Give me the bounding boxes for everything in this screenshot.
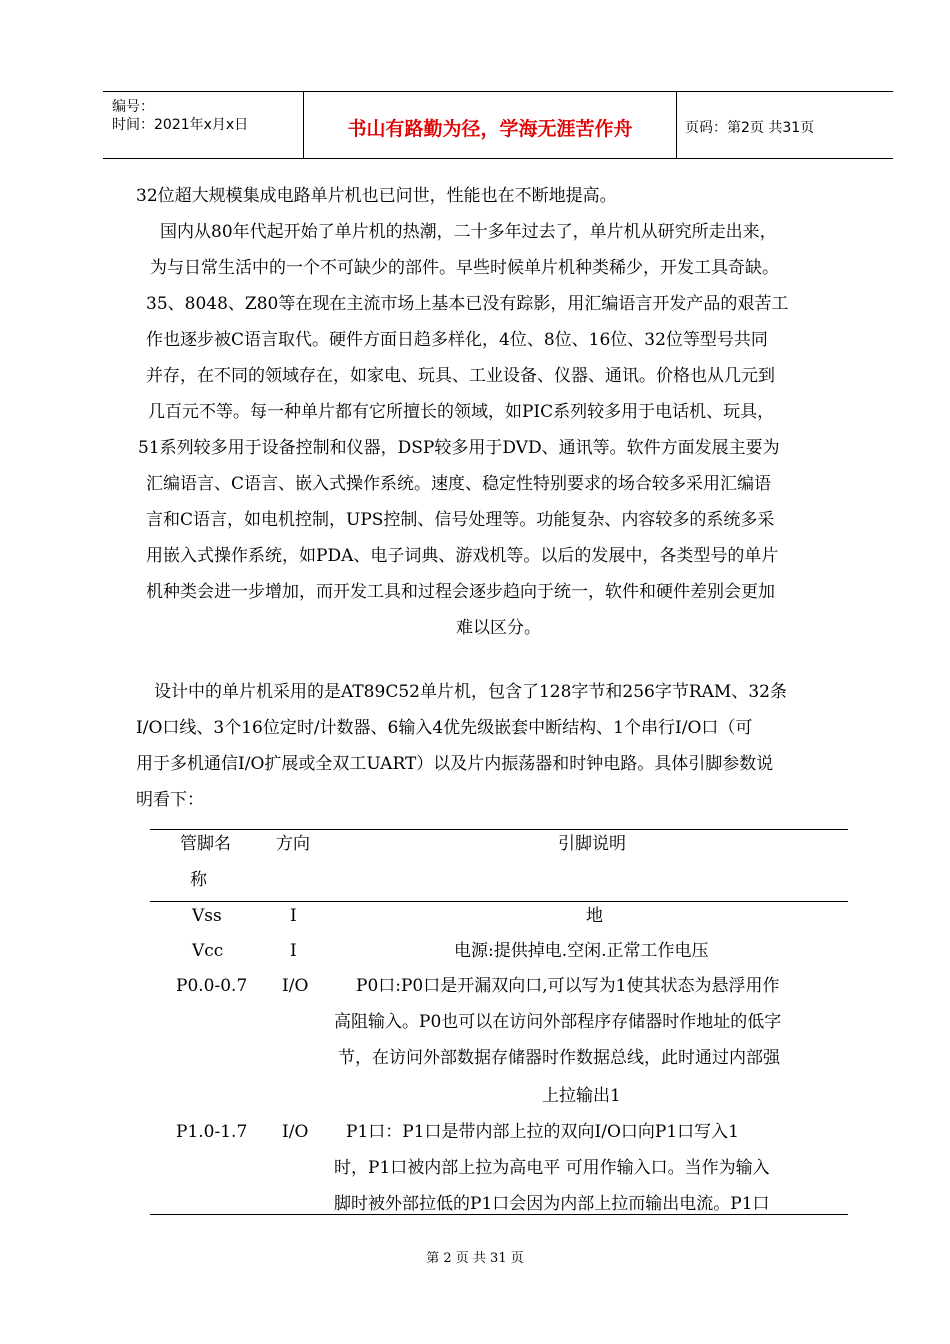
paragraph-line: 设计中的单片机采用的是AT89C52单片机，包含了128字节和256字节RAM、32条 — [154, 682, 787, 702]
page-footer: 第 2 页 共 31 页 — [426, 1251, 524, 1266]
motto-text: 书山有路勤为径，学海无涯苦作舟 — [347, 118, 633, 140]
table-cell-description: 节，在访问外部数据存储器时作数据总线，此时通过内部强 — [338, 1048, 780, 1068]
table-cell-description: 脚时被外部拉低的P1口会因为内部上拉而输出电流。P1口 — [334, 1194, 770, 1214]
table-top-rule — [150, 829, 848, 830]
table-bottom-rule — [150, 1214, 848, 1215]
table-cell-description: 时，P1口被内部上拉为高电平 可用作输入口。当作为输入 — [334, 1158, 770, 1178]
table-cell-pin-name: Vss — [192, 906, 222, 926]
paragraph-line: I/O口线、3个16位定时/计数器、6输入4优先级嵌套中断结构、1个串行I/O口（可 — [136, 718, 753, 738]
header-motto-cell — [304, 92, 677, 158]
table-cell-description: 高阻输入。P0也可以在访问外部程序存储器时作地址的低字 — [334, 1012, 782, 1032]
table-header-description: 引脚说明 — [558, 834, 626, 854]
header-meta-cell — [103, 92, 304, 158]
paragraph-line: 用于多机通信I/O扩展或全双工UART）以及片内振荡器和时钟电路。具体引脚参数说 — [136, 754, 774, 774]
table-cell-description: 上拉输出1 — [542, 1086, 621, 1106]
number-label: 编号： — [112, 99, 154, 115]
page-info: 页码：第2页 共31页 — [685, 120, 815, 136]
table-cell-direction: I — [290, 906, 297, 926]
paragraph-line: 难以区分。 — [456, 618, 541, 638]
paragraph-line: 用嵌入式操作系统，如PDA、电子词典、游戏机等。以后的发展中，各类型号的单片 — [146, 546, 779, 566]
table-header-rule — [150, 901, 848, 902]
time-label: 时间：2021年x月x日 — [112, 117, 249, 133]
paragraph-line: 35、8048、Z80等在现在主流市场上基本已没有踪影，用汇编语言开发产品的艰苦工 — [146, 294, 789, 314]
table-cell-description: P1口：P1口是带内部上拉的双向I/O口向P1口写入1 — [346, 1122, 739, 1142]
paragraph-line: 国内从80年代起开始了单片机的热潮，二十多年过去了，单片机从研究所走出来， — [160, 222, 777, 242]
paragraph-line: 汇编语言、C语言、嵌入式操作系统。速度、稳定性特别要求的场合较多采用汇编语 — [146, 474, 772, 494]
table-cell-direction: I — [290, 941, 297, 961]
table-cell-description: P0口:P0口是开漏双向口,可以写为1使其状态为悬浮用作 — [356, 976, 780, 996]
document-header — [103, 91, 893, 159]
table-cell-pin-name: P0.0-0.7 — [176, 976, 248, 996]
table-cell-direction: I/O — [282, 1122, 309, 1142]
paragraph-line: 32位超大规模集成电路单片机也已问世，性能也在不断地提高。 — [136, 186, 617, 206]
paragraph-line: 言和C语言，如电机控制，UPS控制、信号处理等。功能复杂、内容较多的系统多采 — [146, 510, 775, 530]
table-cell-description: 地 — [586, 906, 603, 926]
table-header-direction: 方向 — [276, 834, 310, 854]
table-cell-pin-name: P1.0-1.7 — [176, 1122, 248, 1142]
paragraph-line: 明看下： — [136, 790, 204, 810]
table-cell-pin-name: Vcc — [192, 941, 224, 961]
table-header-name-cont: 称 — [190, 870, 207, 890]
paragraph-line: 作也逐步被C语言取代。硬件方面日趋多样化，4位、8位、16位、32位等型号共同 — [146, 330, 768, 350]
paragraph-line: 机种类会进一步增加，而开发工具和过程会逐步趋向于统一，软件和硬件差别会更加 — [146, 582, 775, 602]
table-header-name: 管脚名 — [180, 834, 231, 854]
paragraph-line: 几百元不等。每一种单片都有它所擅长的领域，如PIC系列较多用于电话机、玩具， — [148, 402, 775, 422]
paragraph-line: 为与日常生活中的一个不可缺少的部件。早些时候单片机种类稀少，开发工具奇缺。 — [150, 258, 779, 278]
table-cell-direction: I/O — [282, 976, 309, 996]
paragraph-line: 并存，在不同的领域存在，如家电、玩具、工业设备、仪器、通讯。价格也从几元到 — [146, 366, 775, 386]
header-page-cell — [677, 92, 893, 158]
paragraph-line: 51系列较多用于设备控制和仪器，DSP较多用于DVD、通讯等。软件方面发展主要为 — [138, 438, 780, 458]
table-cell-description: 电源:提供掉电.空闲.正常工作电压 — [454, 941, 709, 961]
